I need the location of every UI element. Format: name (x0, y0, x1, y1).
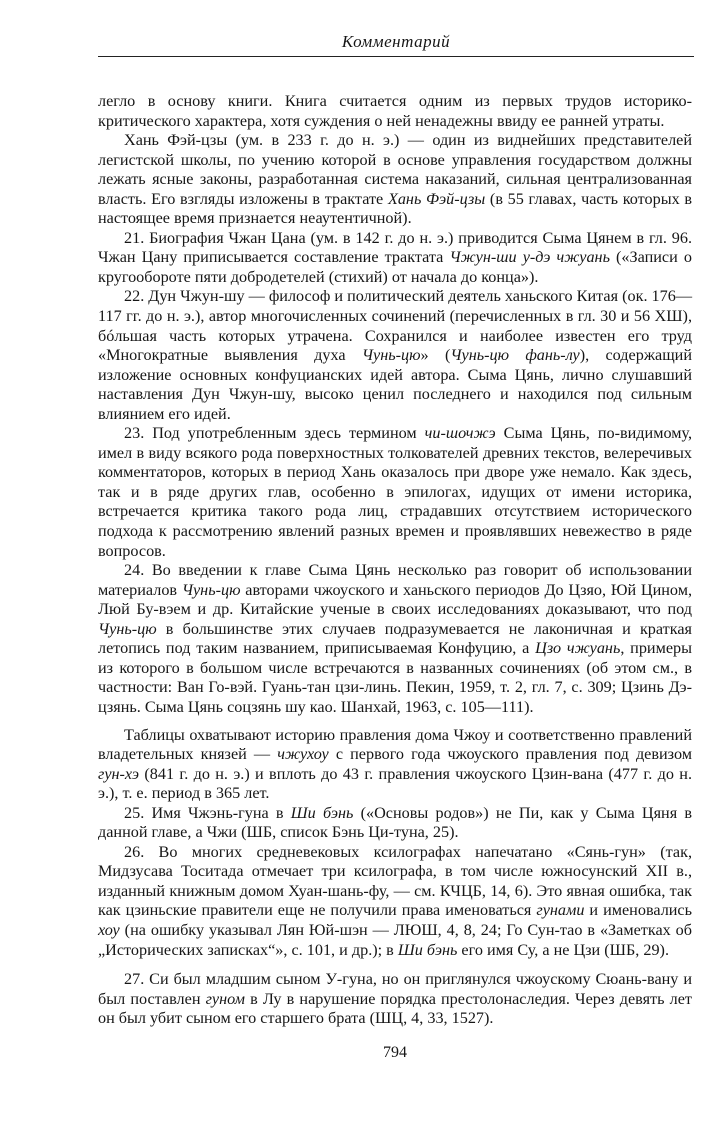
paragraph-tables: Таблицы охватывают историю правления дома Чжоу и соответственно правлений владетельных князей — чжухоу с первого года чжоуского правления под девизом гун-хэ (841 г. до н. э.) и вплоть до 43 г. правления чжоуского Цзин-вана (477 г. до н. э.), т. е. период в 365 лет. (98, 725, 693, 803)
note-24: 24. Во введении к главе Сыма Цянь несколько раз говорит об использовании материалов Чунь-цю авторами чжоуского и ханьского периодов До Цзяо, Юй Цином, Люй Бу-вэем и др. Китайские ученые в своих исследованиях доказывают, что под Чунь-цю в большинстве этих случаев подразумевается не лаконичная и краткая летопись под таким названием, приписываемая Конфуцию, а Цзо чжуань, примеры из которого в большом числе встречаются в названных сочинениях (об этом см., в частности: Ван Го-вэй. Гуань-тан цзи-линь. Пекин, 1959, т. 2, гл. 7, с. 309; Цзинь Дэ-цзянь. Сыма Цянь соцзянь шу као. Шанхай, 1963, с. 105—111). (98, 561, 692, 716)
book-title: Чжун-ши у-дэ чжуань (449, 248, 610, 267)
book-title: Цзо чжуань (535, 639, 621, 658)
term: гунами (536, 901, 585, 920)
note-26: 26. Во многих средневековых ксилографах напечатано «Сянь-гун» (так, Мидзусава Toситада отмечает три ксилографа, в том числе южносунский XII в., изданный книжным домом Хуан-шань-фу, — см. КЧЦБ, 14, 6). Это явная ошибка, так как цзиньские правители еще не получили права именоваться гунами и именовались хоу (на ошибку указывал Лян Юй-шэн — ЛЮШ, 4, 8, 24; Го Сун-тао в «Заметках об „Исторических записках“», с. 101, и др.); в Ши бэнь его имя Су, а не Цзи (ШБ, 29). (98, 842, 693, 959)
book-title: Чунь-цю (361, 346, 421, 365)
term: гуном (205, 989, 245, 1008)
book-title: Ши бэнь (290, 803, 354, 822)
book-title: Чунь-цю (98, 619, 157, 638)
note-25: 25. Имя Чжэнь-гуна в Ши бэнь («Основы родов») не Пи, как у Сыма Цяня в данной главе, а Чжи (ШБ, список Бэнь Ци-туна, 25). (98, 803, 692, 842)
note-23: 23. Под употребленным здесь термином чи-шочжэ Сыма Цянь, по-видимому, имел в виду всякого рода поверхностных толкователей древних текстов, велеречивых комментаторов, которых в период Хань оказалось при дворе уже немало. Как здесь, так и в ряде других глав, особенно в эпилогах, идущих от имени историка, встречается критика такого рода лиц, страдавших отсутствием исторического подхода к рассмотрению явлений разных времен и проявлявших невежество в ряде вопросов. (98, 424, 692, 560)
paragraph-han-fei-zi: Хань Фэй-цзы (ум. в 233 г. до н. э.) — один из виднейших представителей легистской школы, по учению которой в основе управления государством должны лежать ясные законы, разработанная система наказаний, сильная централизованная власть. Его взгляды изложены в трактате Хань Фэй-цзы (в 55 главах, часть которых в настоящее время признается неаутентичной). (98, 131, 693, 228)
term: чи-шочжэ (424, 424, 496, 443)
note-22: 22. Дун Чжун-шу — философ и политический деятель ханьского Китая (ок. 176—117 гг. до н. э.), автор многочисленных сочинений (перечисленных в гл. 30 и 56 ХШ), бóльшая часть которых утрачена. Сохранился и наиболее известен его труд «Многократные выявления духа Чунь-цю» (Чунь-цю фань-лу), содержащий изложение основных конфуцианских идей автора. Сыма Цянь, лично слушавший наставления Дун Чжун-шу, высоко ценил последнего и находился под сильным влиянием его идей. (98, 287, 693, 423)
book-title: Чунь-цю фань-лу (450, 346, 580, 365)
header-rule (98, 56, 694, 57)
term: чжухоу (277, 745, 329, 764)
book-title: Ши бэнь (397, 940, 458, 959)
commentary-body (98, 92, 692, 1029)
term: гун-хэ (98, 764, 140, 783)
running-header: Комментарий (341, 32, 451, 51)
note-27: 27. Си был младшим сыном У-гуна, но он приглянулся чжоускому Сюань-вану и был поставлен гуном в Лу в нарушение порядка престолонаследия. Через девять лет он был убит сыном его старшего брата (ШЦ, 4, 33, 1527). (98, 970, 692, 1028)
book-title: Хань Фэй-цзы (387, 189, 486, 208)
book-title: Чунь-цю (181, 580, 241, 599)
note-21: 21. Биография Чжан Цана (ум. в 142 г. до н. э.) приводится Сыма Цянем в гл. 96. Чжан Цану приписывается составление трактата Чжун-ши у-дэ чжуань («Записи о кругообороте пяти добродетелей (стихий) от начала до конца»). (98, 228, 692, 286)
paragraph-continuation: легло в основу книги. Книга считается одним из первых трудов историко-критического характера, хотя суждения о ней ненадежны ввиду ее ранней утраты. (98, 92, 692, 130)
term: хоу (98, 920, 120, 939)
page-number: 794 (383, 1044, 407, 1061)
